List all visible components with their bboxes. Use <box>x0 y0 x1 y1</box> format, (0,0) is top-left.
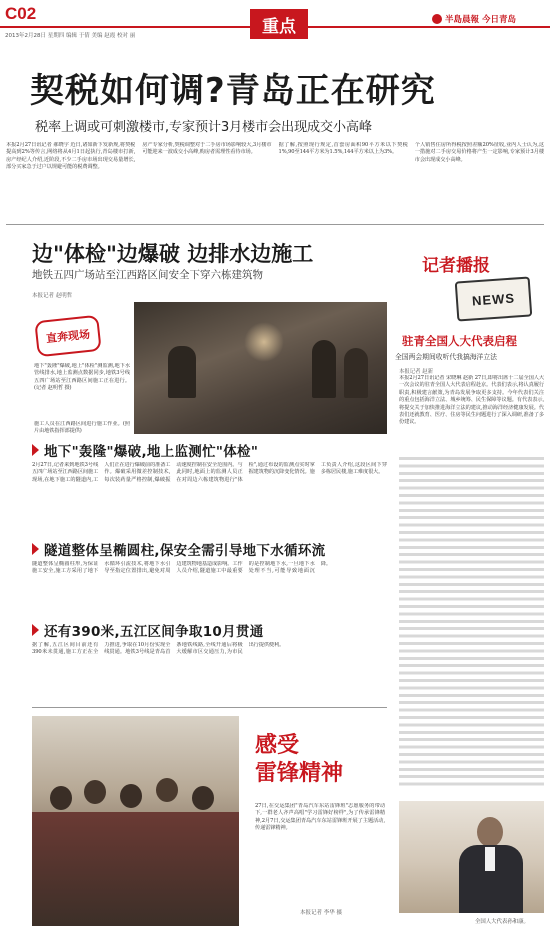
tunnel-figure-1 <box>168 346 196 398</box>
bottom-title-line-2: 雷锋精神 <box>255 761 344 786</box>
lead-column-2: 房产专家分析,契税调整对于二手房市场影响较大,3月楼市可能迎来一波成交小高峰,购房者需理性看待市场。 <box>142 142 272 156</box>
tunnel-light <box>244 322 284 362</box>
delegate-head <box>477 817 503 847</box>
singer-head-5 <box>192 786 214 810</box>
singer-head-3 <box>120 784 142 808</box>
page-code: C02 <box>5 4 37 23</box>
bottom-credit: 本报记者 李华 摄 <box>300 910 342 916</box>
sidebar-byline: 本报记者 赵新 <box>399 369 434 375</box>
sidebar-body: 本报2月27日讯记者 宋晓琳 赵新 27日,即将出席十二届全国人大一次会议的驻青全国人大代表启程赴京。代表们表示,将认真履行职责,积极建言献策,为青岛发展争取更多支持。今年代表们关注的重点包括海洋立法、城乡统筹、民生保障等议题。有代表表示,将提交关于加快推进海洋立法的建议,推动海洋经济健康发展。代表们还就教育、医疗、住房等民生问题进行了深入调研,准备了多份建议。 <box>399 375 544 426</box>
lead-column-1: 本报2月27日讯记者 郝晓宇 近日,诸如新下发新规,将契税提高到2%等传言,网络将从4月1日起执行,青岛楼市打新,房产经纪人介绍,近阶段,不少二手房市场出现交易量增长,部分买家急于过户以规避可能的税费调整。 <box>6 142 136 171</box>
live-badge-label: 直奔现场 <box>45 327 91 345</box>
page-header <box>0 0 550 42</box>
section-c-body: 据了解,五江区间目前还有390米未贯通,施工方正在全力推进,争取在10月份实现全线贯通。地铁3号线是青岛首条地铁线路,全线开通后将极大缓解市区交通压力,为市民出行提供便利。 <box>32 642 285 656</box>
section-b-label: 隧道整体呈椭圆柱,保安全需引导地下水循环流 <box>44 542 326 559</box>
lead-body <box>6 142 544 222</box>
photo-caption-2: 施工人员在江西路区间进行施工作业。(照片由地铁指挥部提供) <box>34 421 130 435</box>
feature-photo <box>134 302 387 434</box>
divider <box>32 707 387 708</box>
divider <box>6 224 544 225</box>
brand-logo <box>432 13 516 25</box>
bottom-title-line-1: 感受 <box>255 733 300 758</box>
triangle-bullet-icon <box>32 624 39 636</box>
delegate-caption: 全国人大代表孙和康。 <box>475 919 529 925</box>
crowd-bodies <box>32 812 239 926</box>
section-b-body: 隧道整体呈椭圆柱形,为保证施工安全,施工方采用了地下水循环引流技术,将地下水引导至指定位置排出,避免对周边建筑物地基造成影响。工作人员介绍,隧道施工中最重要的是控制地下水,一旦地下水处理不当,可能导致地面沉降。 <box>32 561 331 575</box>
feature-byline: 本报记者 赵明哲 <box>32 293 73 299</box>
section-a-label: 地下"轰隆"爆破,地上监测忙"体检" <box>44 443 259 460</box>
lei-feng-photo <box>32 716 239 926</box>
section-tag <box>250 9 308 39</box>
lead-subtitle: 税率上调或可刺激楼市,专家预计3月楼市会出现成交小高峰 <box>35 120 372 135</box>
singer-head-4 <box>156 778 178 802</box>
singer-head-1 <box>50 786 72 810</box>
delegate-collar <box>485 847 495 871</box>
sidebar-subtitle: 全国两会期间收听代我搞海洋立法 <box>395 353 497 361</box>
triangle-bullet-icon <box>32 444 39 456</box>
section-a-body: 2月27日,记者来到地铁3号线五四广场站至江西路区间施工现场,在地下施工的隧道内,工人们正在进行爆破前的准备工作。爆破采用微差控制技术,每次装药量严格控制,爆破振动速度控制在安全范围内。与此同时,地面上的监测人员正在对周边六栋建筑物进行"体检",通过布设的监测点实时掌握建筑物的沉降变化情况。施工负责人介绍,这段区间下穿多栋居民楼,施工难度很大。 <box>32 462 387 483</box>
tunnel-figure-2 <box>312 340 336 398</box>
bottom-text: 27日,在交运集团"青岛汽车东站雷锋班"志愿服务的带动下,一群老人齐声高唱"学习雷锋好榜样",为了传承雷锋精神,2月7日,交运集团青岛汽车东站雷锋班开展了主题活动,传递雷锋精神。 <box>255 803 385 832</box>
section-label: 重点 <box>262 16 296 37</box>
section-a-heading <box>32 441 387 458</box>
section-c-label: 还有390米,五江区间争取10月贯通 <box>44 623 264 640</box>
sidebar-body-continued <box>399 455 544 790</box>
brand-icon <box>432 14 442 24</box>
singer-head-2 <box>84 780 106 804</box>
lead-column-4: 个人销售住房所得税按照差额20%征收,业内人士认为,这一措施对二手房交易价格将产生一定影响,专家预计3月楼市会出现成交小高峰。 <box>414 142 544 163</box>
sidebar-badge <box>422 251 490 276</box>
brand-name: 半島晨報 今日青岛 <box>445 15 516 25</box>
page-meta: 2013年2月28日 星期四 编辑 于倩 美编 赵霞 校对 丽 <box>5 33 136 39</box>
news-icon-label: NEWS <box>471 290 516 308</box>
sidebar-badge-label: 记者播报 <box>422 256 490 276</box>
lead-column-3: 据了解,按照现行规定,首套房面积90平方米以下契税1%,90至144平方米为1.5%,144平方米以上为3%。 <box>278 142 408 156</box>
sidebar-title: 驻青全国人大代表启程 <box>402 334 517 348</box>
triangle-bullet-icon <box>32 543 39 555</box>
feature-title: 边"体检"边爆破 边排水边施工 <box>32 242 314 266</box>
feature-title-block <box>255 732 343 788</box>
news-icon <box>455 276 533 321</box>
live-badge <box>34 315 101 357</box>
section-b-heading <box>32 540 387 557</box>
section-c-heading <box>32 621 387 638</box>
lead-title: 契税如何调?青岛正在研究 <box>30 71 436 111</box>
tunnel-figure-3 <box>344 348 368 398</box>
delegate-photo <box>399 801 544 913</box>
photo-caption: 地下"轰隆"爆破,地上"体检"测监测,地下水管线排水,地上监测点数据同步,地铁3号线五四广场站至江西路区间施工正在进行。(记者 赵明哲 摄) <box>34 363 130 392</box>
feature-subtitle: 地铁五四广场站至江西路区间安全下穿六栋建筑物 <box>32 269 263 281</box>
